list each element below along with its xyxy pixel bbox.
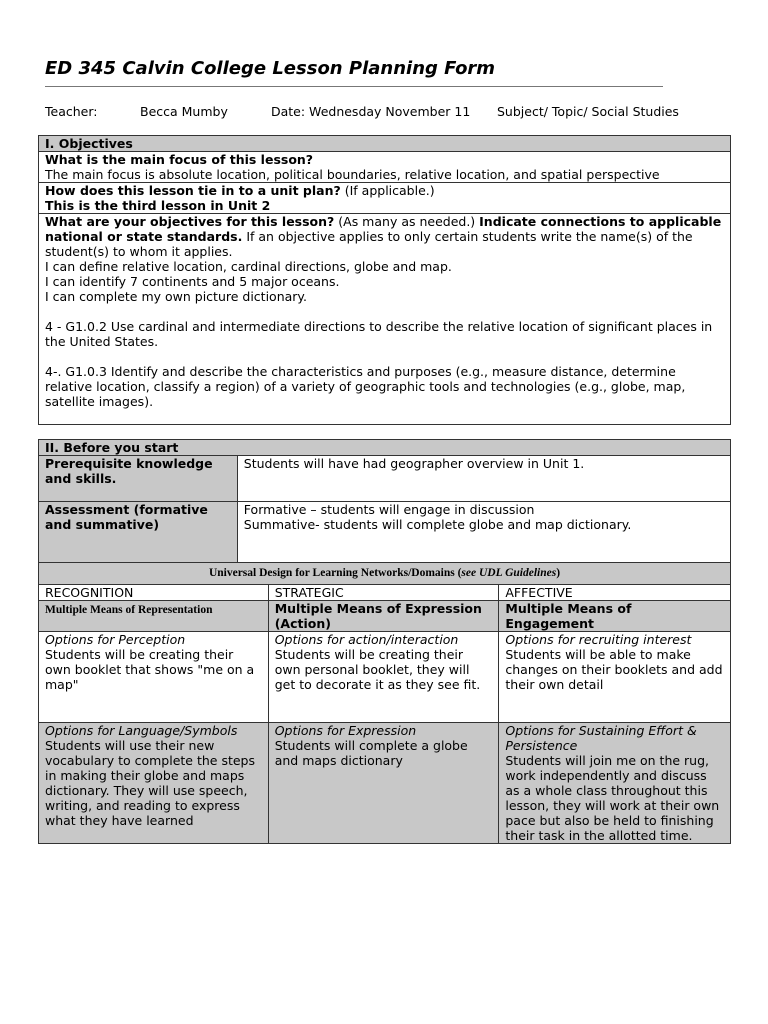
cell-label: Options for Sustaining Effort & Persistence [505,723,697,753]
cell-action-interaction [268,632,499,723]
sub-head-expression: Multiple Means of Expression (Action) [268,601,499,632]
lesson-subject: Subject/ Topic/ Social Studies [497,104,679,119]
objective-line: I can define relative location, cardinal directions, globe and map. [45,259,452,274]
teacher-name: Becca Mumby [140,104,228,119]
cell-label: Options for action/interaction [274,632,459,647]
objectives-question: What are your objectives for this lesson? [45,214,335,229]
cell-text: Students will join me on the rug, work independently and discuss as a whole class throughout this lesson, they will work at their own pace but also be held to finishing their task in the allotted time. [505,753,720,843]
title-rule [45,86,663,87]
cell-label: Options for Perception [45,632,186,647]
cell-text: Students will use their new vocabulary to complete the steps in making their globe and maps dictionary. They will use speech, writing, and reading to express what they have learned [45,738,255,828]
udl-title: Universal Design for Learning Networks/Domains ( [208,567,462,579]
assessment-summative: Summative- students will complete globe and map dictionary. [243,517,632,532]
assessment-cell [237,502,730,563]
objectives-note-2: If an objective applies to only certain students write the name(s) of the student(s) to whom it applies. [45,229,693,259]
cell-expression [268,723,499,844]
form-title: ED 345 Calvin College Lesson Planning Form [45,58,496,79]
objective-line: I can identify 7 continents and 5 major oceans. [45,274,340,289]
col-head-recognition: RECOGNITION [39,585,269,601]
objectives-heading: I. Objectives [39,136,731,152]
cell-sustaining-effort [499,723,731,844]
udl-table [38,584,731,844]
unit-note: (If applicable.) [340,183,435,198]
cell-text: Students will be able to make changes on their booklets and add their own detail [505,647,723,692]
lesson-date: Date: Wednesday November 11 [271,104,471,119]
before-heading: II. Before you start [39,440,731,456]
unit-answer: This is the third lesson in Unit 2 [45,198,271,213]
assessment-label: Assessment (formative and summative) [39,502,238,563]
cell-perception [39,632,269,723]
objective-line: I can complete my own picture dictionary. [45,289,308,304]
cell-text: Students will be creating their own personal booklet, they will get to decorate it as they see fit. [274,647,481,692]
standard-g1-0-3: 4-. G1.0.3 Identify and describe the characteristics and purposes (e.g., measure distance, determine relative location, classify a region) of a variety of geographic tools and technologies (e.g., globe, map, satellite images). [45,364,686,409]
udl-guidelines-link[interactable]: see UDL Guidelines [461,567,557,579]
teacher-label: Teacher: [45,104,98,119]
objectives-table [38,135,731,425]
focus-answer: The main focus is absolute location, political boundaries, relative location, and spatial perspective [45,167,660,182]
prereq-value: Students will have had geographer overview in Unit 1. [237,456,730,502]
unit-question: How does this lesson tie in to a unit plan? [45,183,341,198]
focus-question: What is the main focus of this lesson? [45,152,314,167]
udl-title-close: ) [556,567,561,579]
cell-label: Options for Expression [274,723,417,738]
sub-head-representation: Multiple Means of Representation [39,601,269,632]
standard-g1-0-2: 4 - G1.0.2 Use cardinal and intermediate directions to describe the relative location of significant places in the United States. [45,319,713,349]
cell-recruiting-interest [499,632,731,723]
focus-cell [39,152,731,183]
cell-label: Options for recruiting interest [505,632,692,647]
unit-cell [39,183,731,214]
cell-text: Students will be creating their own booklet that shows "me on a map" [45,647,255,692]
col-head-strategic: STRATEGIC [268,585,499,601]
cell-text: Students will complete a globe and maps dictionary [274,738,468,768]
assessment-formative: Formative – students will engage in discussion [243,502,535,517]
cell-language-symbols [39,723,269,844]
standards-question: Indicate connections to applicable national or state standards. [45,214,722,244]
objectives-note: (As many as needed.) [334,214,480,229]
objectives-cell [39,214,731,425]
udl-title-cell [39,563,731,585]
prereq-label: Prerequisite knowledge and skills. [39,456,238,502]
col-head-affective: AFFECTIVE [499,585,731,601]
cell-label: Options for Language/Symbols [45,723,238,738]
before-table [38,439,731,585]
sub-head-engagement: Multiple Means of Engagement [499,601,731,632]
